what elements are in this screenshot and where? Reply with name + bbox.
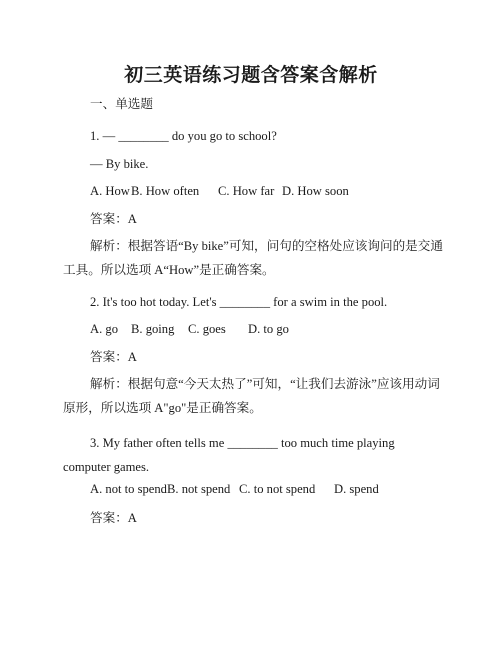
- question-1-stem: 1. — ________ do you go to school?: [90, 129, 277, 143]
- question-1-option-a: A. How: [90, 184, 130, 198]
- question-3-option-d: D. spend: [334, 482, 379, 496]
- question-1-option-d: D. How soon: [282, 184, 349, 198]
- question-3-option-a: A. not to spend: [90, 482, 167, 496]
- question-3-option-b: B. not spend: [167, 482, 231, 496]
- question-1-answer: 答案：A: [90, 212, 137, 226]
- document-title: 初三英语练习题含答案含解析: [124, 65, 378, 86]
- question-2-answer: 答案：A: [90, 350, 137, 364]
- question-2-analysis: 解析：根据句意“今天太热了”可知，“让我们去游泳”应该用动词原形，所以选项 A"go"是正确答案。: [63, 377, 440, 415]
- question-2-stem: 2. It's too hot today. Let's ________ for a swim in the pool.: [90, 295, 388, 309]
- question-1-option-c: C. How far: [218, 184, 275, 198]
- question-2-option-c: C. goes: [188, 322, 226, 336]
- question-2-options: [90, 320, 289, 338]
- question-2-option-b: B. going: [131, 322, 175, 336]
- question-1-analysis: 解析：根据答语“By bike”可知，问句的空格处应该询问的是交通工具。所以选项 A“How”是正确答案。: [63, 239, 443, 277]
- section-heading: 一、单选题: [90, 97, 153, 111]
- question-3-stem: 3. My father often tells me ________ too much time playing computer games.: [63, 436, 395, 474]
- question-3-options: [90, 480, 379, 498]
- question-1-reply: — By bike.: [90, 157, 149, 171]
- question-1-options: [90, 182, 349, 200]
- question-2-option-d: D. to go: [248, 322, 289, 336]
- question-3-answer: 答案：A: [90, 511, 137, 525]
- question-3-option-c: C. to not spend: [239, 482, 316, 496]
- question-1-option-b: B. How often: [131, 184, 200, 198]
- question-2-option-a: A. go: [90, 322, 118, 336]
